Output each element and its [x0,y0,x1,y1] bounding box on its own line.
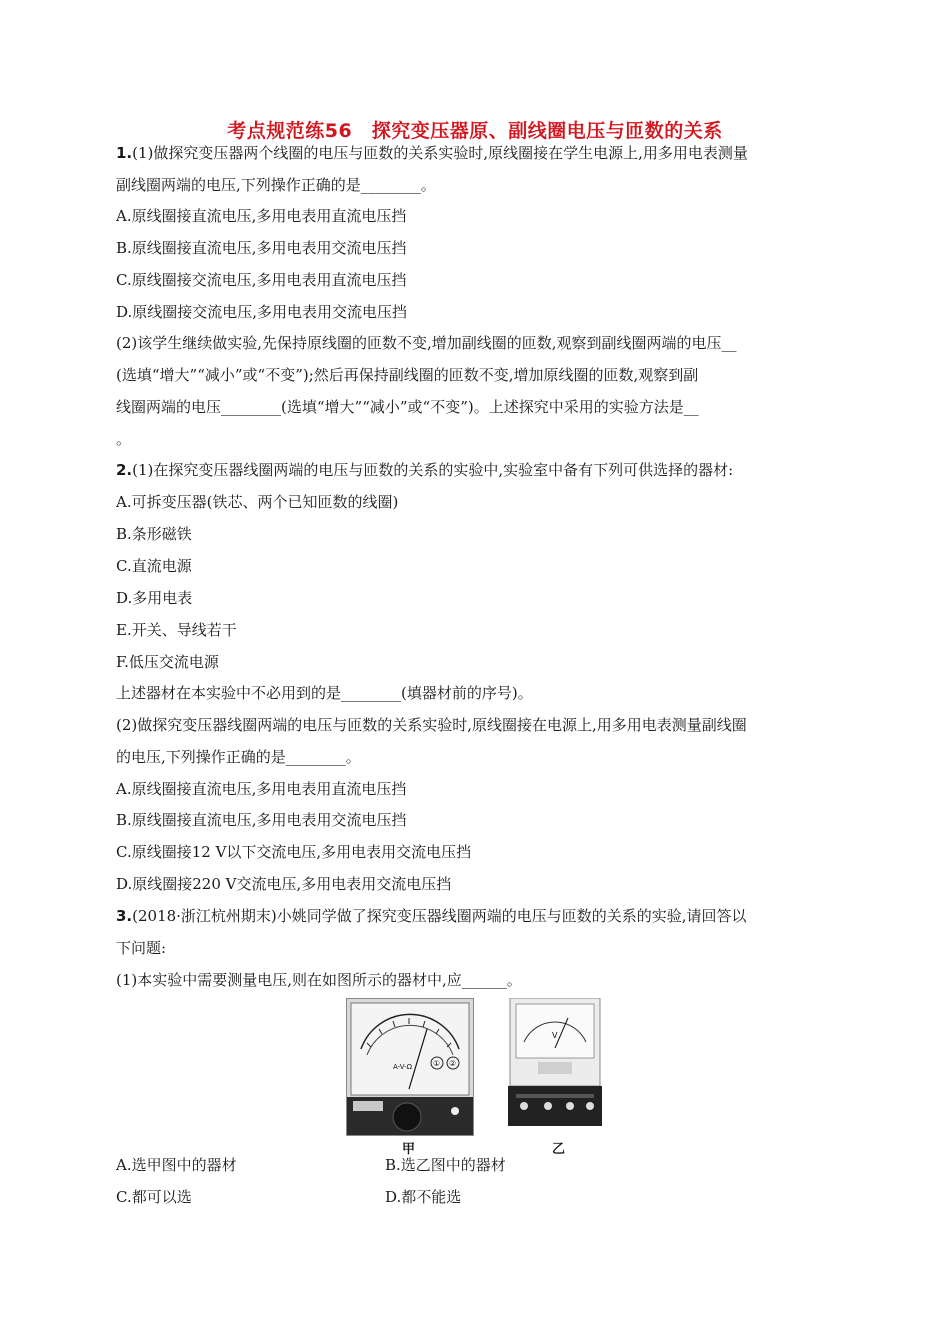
voltmeter-photo [508,998,602,1128]
meter-scale-label: A-V-Ω [393,1063,413,1071]
text-line [116,206,406,226]
voltmeter-symbol: V [552,1031,558,1040]
text-line [116,906,747,926]
text-line [116,588,192,608]
text-line [116,810,407,830]
page-title: 考点规范练56 探究变压器原、副线圈电压与匝数的关系 [227,120,723,142]
text-line [116,302,407,322]
option-c: C.都可以选 [116,1188,192,1206]
text-line [116,429,131,449]
text-line [116,524,192,544]
line-text: 的电压,下列操作正确的是________。 [116,748,361,766]
question-number: 3. [116,907,133,925]
line-text: B.原线圈接直流电压,多用电表用交流电压挡 [116,239,407,257]
line-text: C.直流电源 [116,557,192,575]
voltmeter-illustration [508,998,602,1128]
text-line [116,492,398,512]
circle-1-label: ① [433,1059,441,1068]
line-text: A.可拆变压器(铁芯、两个已知匝数的线圈) [116,493,399,511]
line-text: C.原线圈接交流电压,多用电表用直流电压挡 [116,271,407,289]
text-line [116,779,406,799]
text-line [116,365,698,385]
multimeter-photo [346,998,474,1136]
line-text: (1)本实验中需要测量电压,则在如图所示的器材中,应______。 [116,971,522,989]
line-text: 下问题: [116,939,167,957]
text-line [116,842,471,862]
text-line [116,556,192,576]
line-text: B.条形磁铁 [116,525,192,543]
text-line [116,333,737,353]
text-line [116,938,166,958]
option-d: D.都不能选 [385,1188,462,1206]
line-text: 副线圈两端的电压,下列操作正确的是________。 [116,176,436,194]
text-line [116,715,747,735]
option-b: B.选乙图中的器材 [385,1156,506,1174]
line-text: (选填“增大”“减小”或“不变”);然后再保持副线圈的匝数不变,增加原线圈的匝数,观察到副 [116,366,699,384]
text-line [116,620,237,640]
circle-2-label: ② [449,1059,457,1068]
line-text: E.开关、导线若干 [116,621,237,639]
line-text: (1)在探究变压器线圈两端的电压与匝数的关系的实验中,实验室中备有下列可供选择的器材: [132,461,734,479]
line-text: B.原线圈接直流电压,多用电表用交流电压挡 [116,811,407,829]
line-text: (2018·浙江杭州期末)小姚同学做了探究变压器线圈两端的电压与匝数的关系的实验,请回答以 [132,907,747,925]
multimeter-illustration [347,999,473,1135]
figure-caption-right: 乙 [552,1142,566,1157]
line-text: (2)该学生继续做实验,先保持原线圈的匝数不变,增加副线圈的匝数,观察到副线圈两端的电压__ [116,334,737,352]
text-line [116,683,533,703]
line-text: F.低压交流电源 [116,653,219,671]
text-line [116,175,436,195]
text-line [116,143,748,163]
line-text: (1)做探究变压器两个线圈的电压与匝数的关系实验时,原线圈接在学生电源上,用多用电表测量 [132,144,748,162]
text-line [116,397,699,417]
line-text: C.原线圈接12 V以下交流电压,多用电表用交流电压挡 [116,843,472,861]
question-number: 1. [116,144,133,162]
line-text: D.原线圈接交流电压,多用电表用交流电压挡 [116,303,408,321]
option-a: A.选甲图中的器材 [116,1156,237,1174]
line-text: A.原线圈接直流电压,多用电表用直流电压挡 [116,780,407,798]
question-number: 2. [116,461,133,479]
line-text: 。 [116,430,132,448]
text-line [116,238,407,258]
text-line [116,970,522,990]
text-line [116,652,219,672]
text-line [116,270,406,290]
text-line [116,874,451,894]
line-text: 线圈两端的电压________(选填“增大”“减小”或“不变”)。上述探究中采用的实验方法是__ [116,398,699,416]
line-text: D.多用电表 [116,589,193,607]
text-line [116,460,733,480]
figure-caption-left: 甲 [402,1142,416,1157]
line-text: A.原线圈接直流电压,多用电表用直流电压挡 [116,207,407,225]
line-text: 上述器材在本实验中不必用到的是________(填器材前的序号)。 [116,684,533,702]
text-line [116,747,361,767]
line-text: D.原线圈接220 V交流电压,多用电表用交流电压挡 [116,875,452,893]
line-text: (2)做探究变压器线圈两端的电压与匝数的关系实验时,原线圈接在电源上,用多用电表测量副线圈 [116,716,747,734]
